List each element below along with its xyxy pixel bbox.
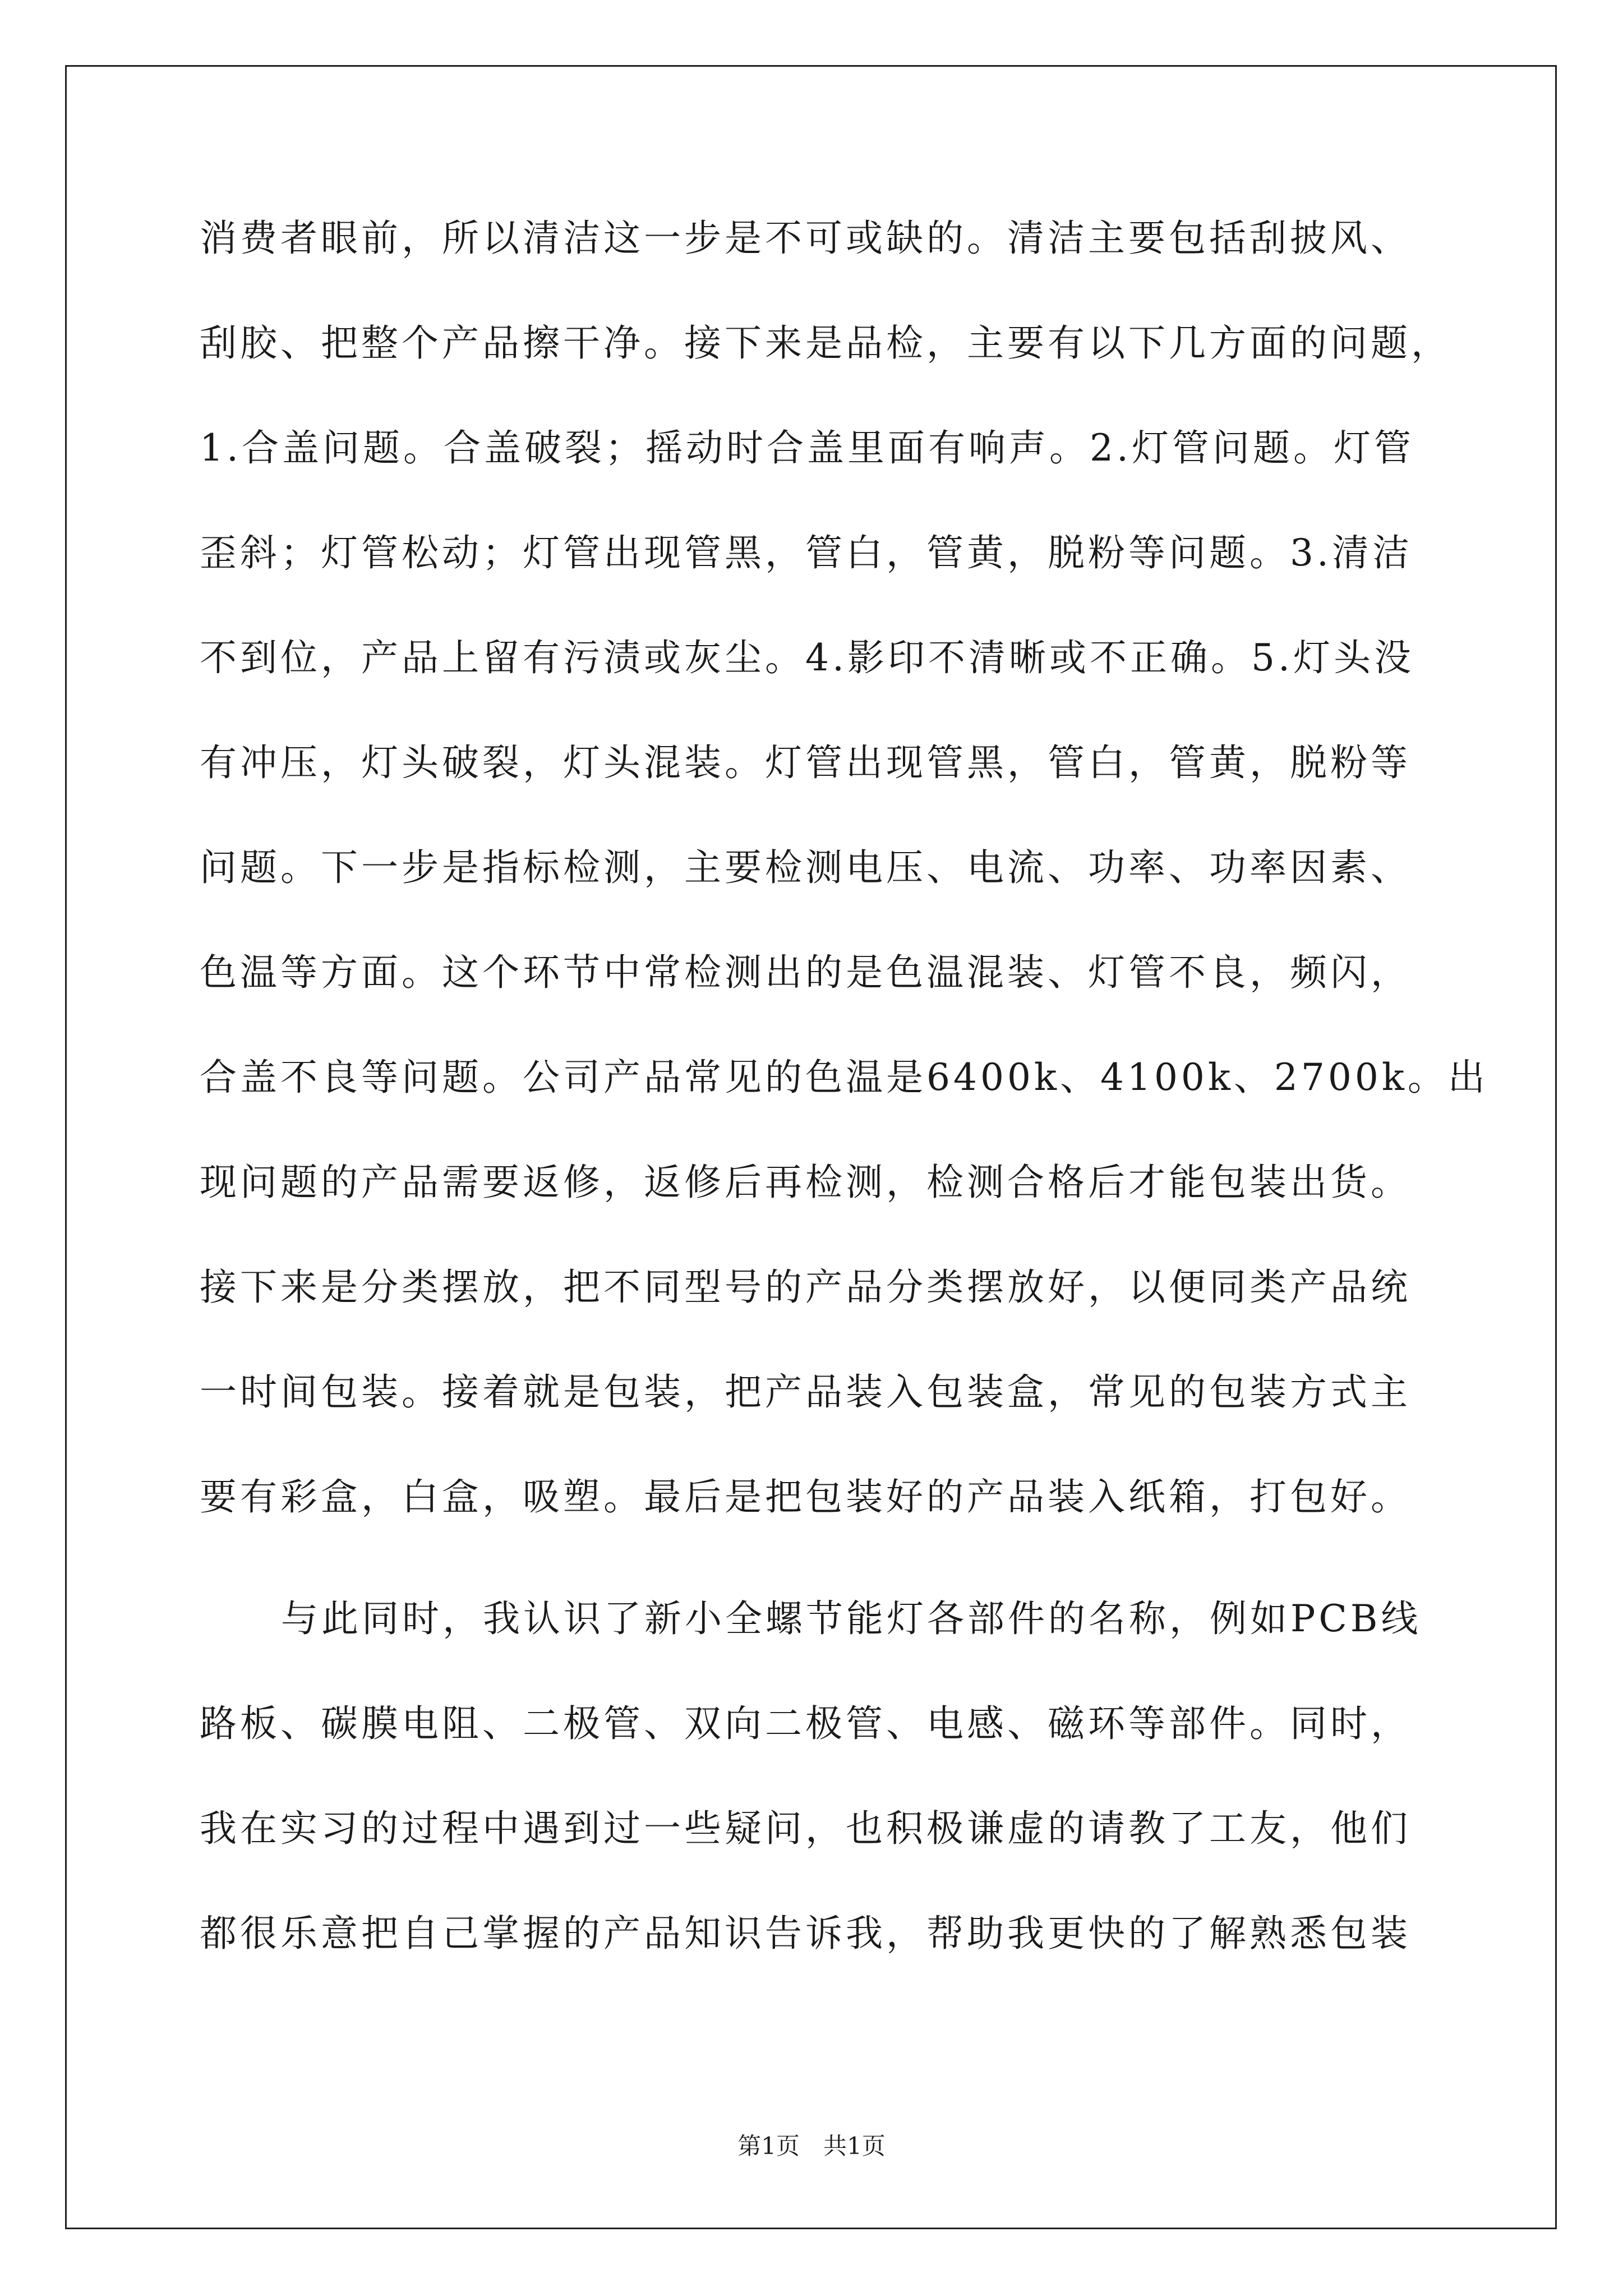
text-line: 现问题的产品需要返修，返修后再检测，检测合格后才能包装出货。 (200, 1161, 1411, 1204)
page-footer: 第1页 共1页 (737, 2132, 886, 2160)
text-line: 消费者眼前，所以清洁这一步是不可或缺的。清洁主要包括刮披风、 (200, 217, 1411, 260)
document-body (200, 213, 1488, 2013)
text-line: 刮胶、把整个产品擦干净。接下来是品检，主要有以下几方面的问题， (200, 321, 1451, 365)
text-line: 有冲压，灯头破裂，灯头混装。灯管出现管黑，管白，管黄，脱粉等 (200, 741, 1411, 784)
text-line: 接下来是分类摆放，把不同型号的产品分类摆放好，以便同类产品统 (200, 1266, 1411, 1309)
text-line: 我在实习的过程中遇到过一些疑问，也积极谦虚的请教了工友，他们 (200, 1807, 1411, 1850)
paragraph-first-line: 与此同时，我认识了新小全螺节能灯各部件的名称，例如PCB线 (281, 1597, 1422, 1640)
text-line: 一时间包装。接着就是包装，把产品装入包装盒，常见的包装方式主 (200, 1370, 1411, 1414)
text-line: 歪斜；灯管松动；灯管出现管黑，管白，管黄，脱粉等问题。3.清洁 (200, 531, 1413, 574)
text-line: 1.合盖问题。合盖破裂；摇动时合盖里面有响声。2.灯管问题。灯管 (200, 426, 1414, 470)
text-line: 色温等方面。这个环节中常检测出的是色温混装、灯管不良，频闪， (200, 951, 1411, 994)
text-line: 合盖不良等问题。公司产品常见的色温是6400k、4100k、2700k。出 (200, 1056, 1488, 1099)
text-line: 问题。下一步是指标检测，主要检测电压、电流、功率、功率因素、 (200, 846, 1411, 889)
text-line: 不到位，产品上留有污渍或灰尘。4.影印不清晰或不正确。5.灯头没 (200, 636, 1414, 679)
text-line: 要有彩盒，白盒，吸塑。最后是把包装好的产品装入纸箱，打包好。 (200, 1475, 1411, 1519)
text-line: 都很乐意把自己掌握的产品知识告诉我，帮助我更快的了解熟悉包装 (200, 1912, 1411, 1955)
text-line: 路板、碳膜电阻、二极管、双向二极管、电感、磁环等部件。同时， (200, 1702, 1411, 1745)
